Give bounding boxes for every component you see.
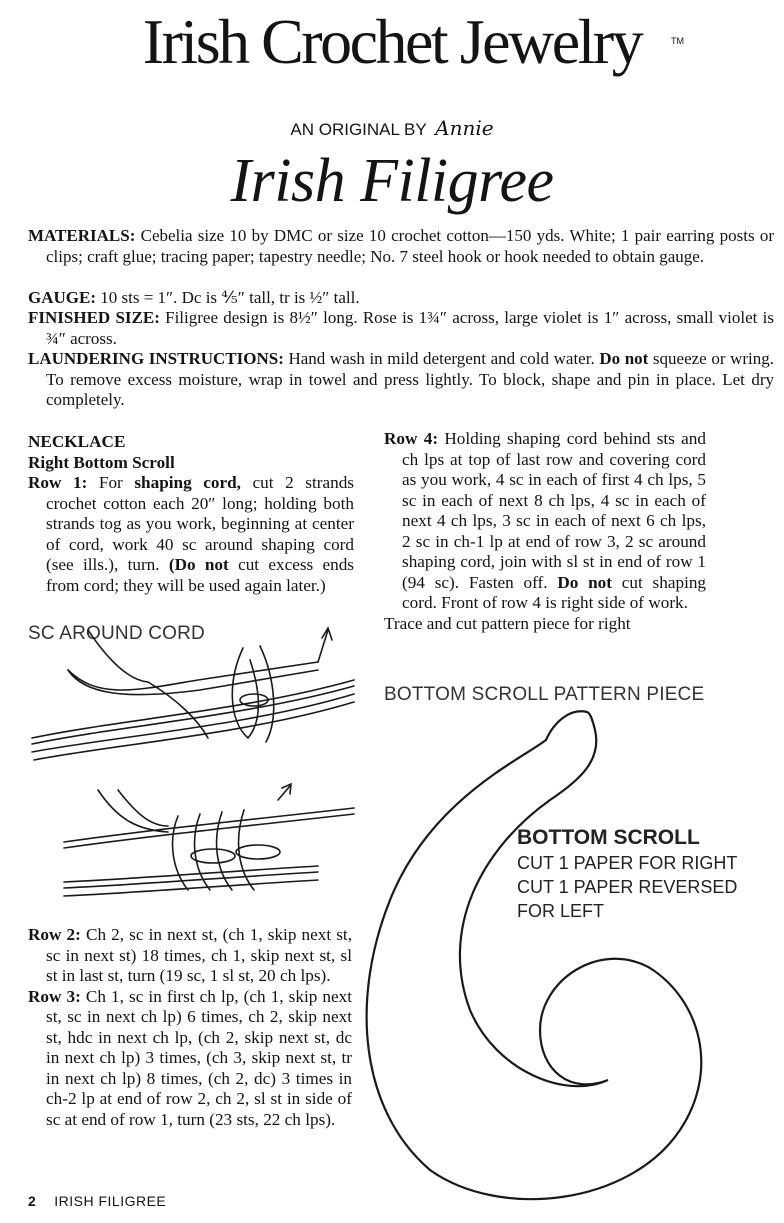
left-column-top	[28, 432, 354, 596]
page-title: Irish Crochet Jewelry	[142, 6, 642, 77]
gauge-paragraph: GAUGE: 10 sts = 1″. Dc is ⅘″ tall, tr is ½″ tall.	[28, 288, 360, 307]
bottom-scroll-pattern	[340, 700, 784, 1205]
trace-instruction: Trace and cut pattern piece for right	[384, 613, 631, 633]
footer-section: IRISH FILIGREE	[54, 1193, 167, 1209]
subsection-heading: Right Bottom Scroll	[28, 452, 175, 472]
left-column-bottom	[28, 925, 352, 1130]
byline-text: AN ORIGINAL BY	[290, 120, 427, 139]
byline	[0, 116, 784, 140]
section-heading: NECKLACE	[28, 432, 126, 451]
scroll-line-1: CUT 1 PAPER FOR RIGHT	[517, 853, 738, 873]
right-column	[384, 429, 706, 634]
row4-instructions: Row 4: Holding shaping cord behind sts and ch lps at top of last row and covering cord as you work, 4 sc in each of first 4 ch lps, 5 sc in each of next 8 ch lps, 4 sc in each of next 4 ch lps, 3 sc in each of next 6 ch lps, 2 sc in ch-1 lp at end of row 3, 2 sc around shaping cord, join with sl st in end of row 1 (94 sc). Fasten off. Do not cut shaping cord. Front of row 4 is right side of work.	[384, 429, 707, 612]
footer	[28, 1193, 166, 1210]
laundering-paragraph: LAUNDERING INSTRUCTIONS: Hand wash in mild detergent and cold water. Do not squeeze or wring. To remove excess moisture, wrap in towel and press lightly. To block, shape and pin in place. Let dry completely.	[28, 349, 775, 409]
scroll-line-3: FOR LEFT	[517, 901, 605, 921]
materials-paragraph: MATERIALS: Cebelia size 10 by DMC or size 10 crochet cotton—150 yds. White; 1 pair earring posts or clips; craft glue; tracing paper; tapestry needle; No. 7 steel hook or hook needed to obtain gauge.	[28, 226, 775, 266]
scroll-line-2: CUT 1 PAPER REVERSED	[517, 877, 738, 897]
row3-instructions: Row 3: Ch 1, sc in first ch lp, (ch 1, skip next st, sc in next ch lp) 6 times, ch 2, skip next st, hdc in next ch lp, (ch 2, skip next st, dc in next ch lp) 3 times, (ch 3, skip next st, tr in next ch lp) 8 times, (ch 2, dc) 3 times in ch-2 lp at end of row 2, ch 2, sl st in side of sc at end of row 1, turn (23 sts, 22 ch lps).	[28, 986, 353, 1129]
signature: Annie	[435, 116, 494, 140]
page-number: 2	[28, 1193, 36, 1209]
scroll-title: BOTTOM SCROLL	[517, 826, 700, 849]
row2-instructions: Row 2: Ch 2, sc in next st, (ch 1, skip next st, sc in next st) 18 times, ch 1, skip next st, sl st in last st, turn (19 sc, 1 sl st, 20 ch lps).	[28, 925, 352, 985]
scroll-cut-instructions	[517, 851, 737, 923]
crochet-illustration	[28, 620, 358, 920]
pattern-title: Irish Filigree	[230, 147, 554, 215]
row1-instructions: Row 1: For shaping cord, cut 2 strands crochet cotton each 20″ long; holding both strands tog as you work, beginning at center of cord, work 40 sc around shaping cord (see ills.), turn. (Do not cut excess ends from cord; they will be used again later.)	[28, 473, 354, 595]
trademark-mark: TM	[671, 36, 684, 46]
finished-size-paragraph: FINISHED SIZE: Filigree design is 8½″ long. Rose is 1¾″ across, large violet is 1″ across, small violet is ¾″ across.	[28, 308, 774, 348]
illustration-label: SC AROUND CORD	[28, 623, 205, 644]
pattern-piece-label: BOTTOM SCROLL PATTERN PIECE	[384, 684, 705, 705]
